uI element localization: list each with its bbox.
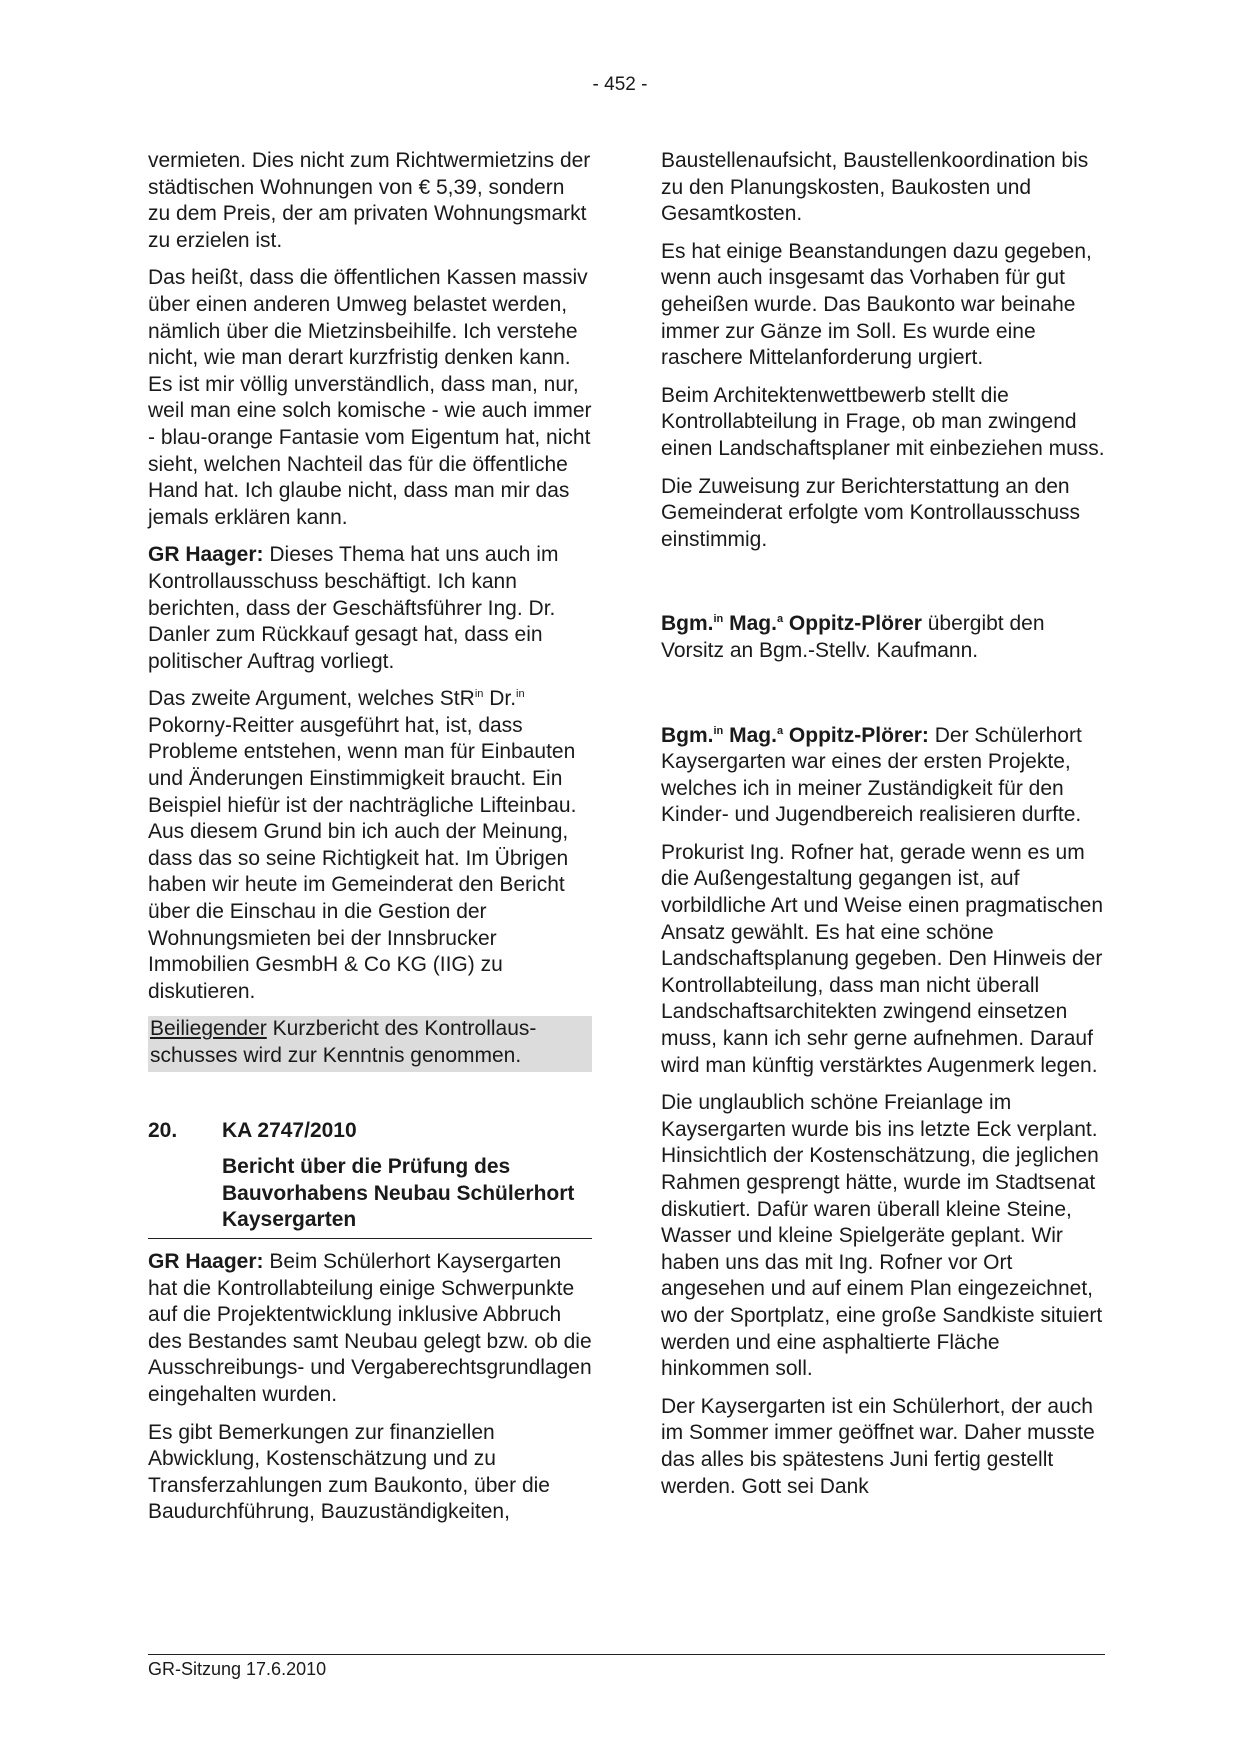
paragraph: Es gibt Bemerkungen zur finanziellen Abwicklung, Kostenschätzung und zu Transferzahlungen zum Baukonto, über die Baudurchführung, Bauzuständigkeiten, <box>148 1420 550 1524</box>
speaker-title: Mag. <box>723 723 777 747</box>
right-column <box>661 148 1105 1511</box>
handover-text: übergibt den Vorsitz an Bgm.-Stellv. Kaufmann. <box>661 612 1045 662</box>
speech-paragraph <box>661 723 1105 829</box>
agenda-item-header <box>148 1118 592 1145</box>
agenda-item-title: Bericht über die Prüfung des Bauvorhabens Neubau Schülerhort Kaysergarten <box>222 1155 575 1232</box>
agenda-item-code: KA 2747/2010 <box>222 1118 357 1142</box>
paragraph: Es hat einige Beanstandungen dazu gegeben, wenn auch insgesamt das Vorhaben für gut geheißen wurde. Das Baukonto war beinahe immer zur Gänze im Soll. Es wurde eine raschere Mittelanforderung urgiert. <box>661 239 1092 370</box>
paragraph: vermieten. Dies nicht zum Richtwermietzins der städtischen Wohnungen von € 5,39, sondern zu dem Preis, der am privaten Wohnungsmarkt zu erzielen ist. <box>148 149 591 252</box>
paragraph: Baustellenaufsicht, Baustellenkoordination bis zu den Planungskosten, Baukosten und Gesamtkosten. <box>661 149 1089 226</box>
left-column <box>148 148 592 1537</box>
paragraph: Die unglaublich schöne Freianlage im Kaysergarten wurde bis ins letzte Eck verplant. Hinsichtlich der Kostenschätzung, die jeglichen Rahmen gesprengt hätte, wurde im Stadtsenat diskutiert. Dafür waren überall kleine Steine, Wasser und kleine Spielgeräte geplant. Wir haben uns das mit Ing. Rofner vor Ort angesehen und auf einem Plan eingezeichnet, wo der Sportplatz, eine große Sandkiste situiert werden und eine asphaltierte Fläche hinkommen soll. <box>661 1091 1103 1381</box>
underlined-word: Beiliegender <box>150 1017 267 1041</box>
superscript: in <box>713 613 724 626</box>
superscript: a <box>776 613 784 626</box>
superscript: in <box>474 688 484 701</box>
superscript: a <box>776 724 784 737</box>
footer-session-date: GR-Sitzung 17.6.2010 <box>148 1659 327 1679</box>
superscript: in <box>713 724 724 737</box>
text-fragment: Das zweite Argument, welches StR <box>148 687 475 711</box>
speech-text: Beim Schülerhort Kaysergarten hat die Kontrollabteilung einige Schwerpunkte auf die Projektentwicklung inklusive Abbruch des Bestandes samt Neubau gelegt bzw. ob die Ausschreibungs- und Vergaberechtsgrundlagen eingehalten wurden. <box>148 1249 592 1406</box>
speaker-name: GR Haager: <box>148 1249 264 1273</box>
paragraph: Beim Architektenwettbewerb stellt die Kontrollabteilung in Frage, ob man zwingend einen Landschaftsplaner mit einbeziehen muss. <box>661 383 1105 460</box>
speech-paragraph <box>148 542 592 675</box>
divider <box>148 1238 592 1239</box>
speaker-name: Oppitz-Plörer: <box>783 723 929 747</box>
text-fragment: Dr. <box>483 687 517 711</box>
paragraph: Der Kaysergarten ist ein Schülerhort, der auch im Sommer immer geöffnet war. Daher musste das alles bis spätestens Juni fertig gestellt werden. Gott sei Dank <box>661 1394 1095 1498</box>
speaker-name: Oppitz-Plörer <box>783 612 922 636</box>
page-number: - 452 - <box>592 74 648 95</box>
paragraph: Die Zuweisung zur Berichterstattung an den Gemeinderat erfolgte vom Kontrollausschuss einstimmig. <box>661 474 1081 551</box>
agenda-item <box>148 1118 592 1239</box>
chair-handover <box>661 611 1105 664</box>
footer-divider <box>148 1654 1105 1655</box>
agenda-item-number: 20. <box>148 1118 178 1142</box>
text-fragment: Pokorny-Reitter ausgeführt hat, ist, dass Probleme entstehen, wenn man für Einbauten und Änderungen Einstimmigkeit braucht. Ein Beispiel hiefür ist der nachträgliche Lifteinbau. Aus diesem Grund bin ich auch der Meinung, dass das so seine Richtigkeit hat. Im Übrigen haben wir heute im Gemeinderat den Bericht über die Einschau in die Gestion der Wohnungsmieten bei der Innsbrucker Immobilien GesmbH & Co KG (IIG) zu diskutieren. <box>148 713 577 1003</box>
speaker-title: Mag. <box>723 612 777 636</box>
note-text: Kurzbericht des Kontrollausschusses wird zur Kenntnis genommen. <box>150 1017 537 1067</box>
speaker-name: GR Haager: <box>148 543 264 567</box>
speaker-title: Bgm. <box>661 723 714 747</box>
superscript: in <box>516 688 525 701</box>
paragraph: Prokurist Ing. Rofner hat, gerade wenn es um die Außengestaltung gegangen ist, auf vorbildliche Art und Weise einen pragmatischen Ansatz gewählt. Es hat eine schöne Landschaftsplanung gegeben. Den Hinweis der Kontrollabteilung, dass man nicht überall Landschaftsarchitekten zwingend einsetzen muss, kann ich sehr gerne aufnehmen. Darauf wird man künftig verstärktes Augenmerk legen. <box>661 840 1104 1077</box>
paragraph: Das heißt, dass die öffentlichen Kassen massiv über einen anderen Umweg belastet werden, nämlich über die Mietzinsbeihilfe. Ich verstehe nicht, wie man derart kurzfristig denken kann. Es ist mir völlig unverständlich, dass man, nur, weil man eine solch komische - wie auch immer - blau-orange Fantasie vom Eigentum hat, nicht sieht, welchen Nachteil das für die öffentliche Hand hat. Ich glaube nicht, dass man mir das jemals erklären kann. <box>148 266 592 529</box>
paragraph <box>148 686 592 1005</box>
speech-text: Dieses Thema hat uns auch im Kontrollausschuss beschäftigt. Ich kann berichten, dass der Geschäftsführer Ing. Dr. Danler zum Rückkauf gesagt hat, dass ein politischer Auftrag vorliegt. <box>148 543 559 673</box>
resolution-note <box>148 1016 592 1071</box>
speaker-title: Bgm. <box>661 612 714 636</box>
speech-text: Der Schülerhort Kaysergarten war eines der ersten Projekte, welches ich in meiner Zuständigkeit für den Kinder- und Jugendbereich realisieren durfte. <box>661 723 1082 827</box>
speech-paragraph <box>148 1249 592 1409</box>
